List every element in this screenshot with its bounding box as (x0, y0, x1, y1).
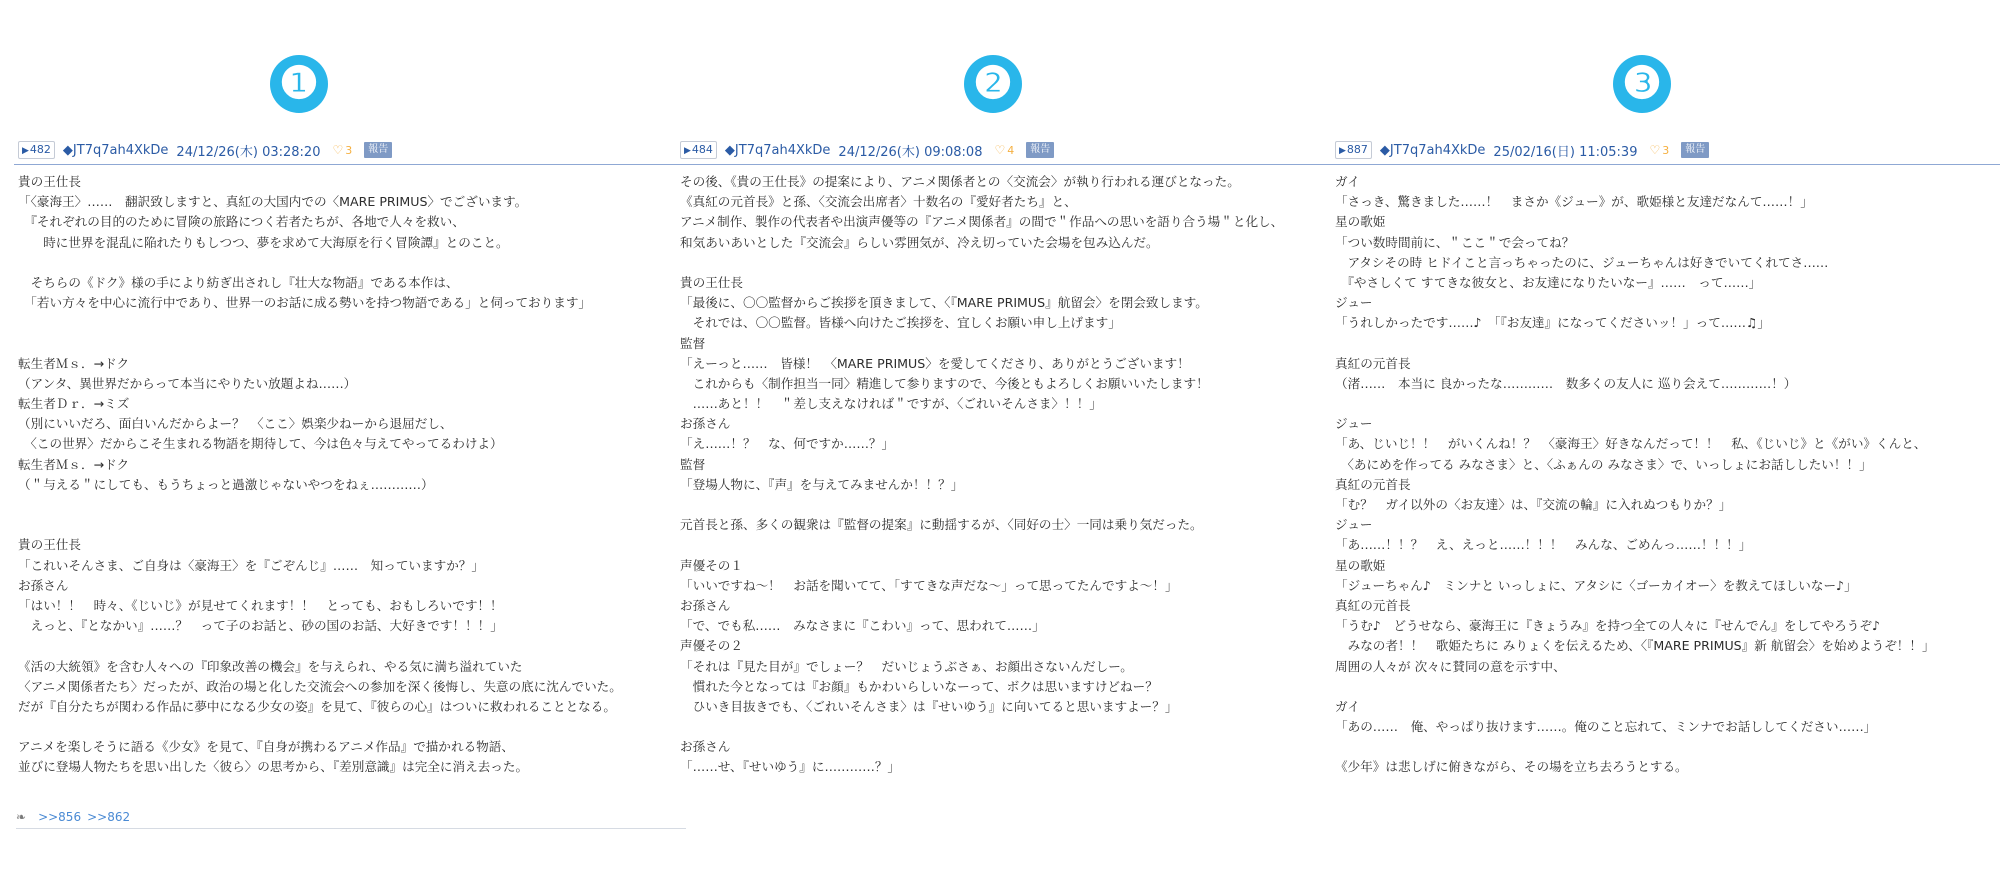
post-text-line (1335, 394, 2000, 414)
post-text-line: 「それは『見た目が』でしょー？ だいじょうぶさぁ、お顔出さないんだしー。 (680, 658, 1133, 674)
like-count: 4 (1007, 144, 1015, 157)
post-text-line: それでは、〇〇監督。皆様へ向けたご挨拶を、宜しくお願い申し上げます」 (680, 315, 1121, 331)
post-text-line: 「はい！！ 時々、《じいじ》が見せてくれます！！ とっても、おもしろいです！！ (18, 597, 503, 613)
post-text-line: 貴の王仕長 (18, 174, 81, 189)
post-text-line: 「最後に、〇〇監督からご挨拶を頂きまして、〈『MARE PRIMUS』航留会〉を閉会致します。 (680, 295, 1208, 311)
post-text-line: えっと、『となかい』……？ って子のお話と、砂の国のお話、大好きです！！！」 (18, 618, 503, 634)
post-text-line: 「これいそんさま、ご自身は〈豪海王〉を『ごぞんじ』…… 知っていますか？」 (18, 557, 484, 573)
post-text-line: 慣れた今となっては『お顔』もかわいらしいなーって、ボクは思いますけどねー？ (680, 678, 1158, 694)
post-text-line: 元首長と孫、多くの観衆は『監督の提案』に動揺するが、〈同好の士〉一同は乗り気だった。 (680, 517, 1203, 533)
post-text-line: 和気あいあいとした『交流会』らしい雰囲気が、冷え切っていた会場を包み込んだ。 (680, 234, 1159, 250)
post-text-line: 監督 (680, 335, 706, 351)
report-button[interactable]: 報告 (1681, 142, 1709, 158)
like-button[interactable] (994, 143, 1014, 157)
post-text-line: 〈アニメ関係者たち〉だったが、政治の場と化した交流会への参加を深く後悔し、失意の底に沈んでいた。 (18, 678, 622, 694)
post-text-line (18, 515, 698, 535)
post-text-line: 転生者Ｄｒ．→ミズ (18, 396, 130, 412)
panel-number-3-badge: ❸ (1613, 55, 1671, 113)
reply-ref-link[interactable]: >>856 (38, 810, 82, 824)
post-date: 25/02/16(日) 11:05:39 (1493, 144, 1638, 160)
post-text-line: ジュー (1335, 517, 1373, 533)
post-text-line: 星の歌姫 (1335, 214, 1386, 230)
heart-icon: ♡ (994, 143, 1006, 157)
header-divider (14, 164, 2000, 165)
panel-number-2-badge: ❷ (964, 55, 1022, 113)
post-header (680, 140, 1340, 160)
post-text-line: 並びに登場人物たちを思い出した〈彼ら〉の思考から、『差別意識』は完全に消え去った。 (18, 759, 529, 775)
post-number: 482 (29, 143, 51, 156)
post-text-line: 周囲の人々が 次々に賛同の意を示す中、 (1335, 658, 1566, 674)
post-text-line: 「登場人物に、『声』を与えてみませんか！！？」 (680, 476, 964, 492)
reply-ref-link[interactable]: >>862 (87, 810, 131, 824)
post-text-line: 「む？ ガイ以外の〈お友達〉は、『交流の輪』に入れぬつもりか？」 (1335, 497, 1732, 512)
post-text-line: アニメを楽しそうに語る《少女》を見て、『自身が携わるアニメ作品』で描かれる物語、 (18, 739, 514, 755)
post-text-line: 真紅の元首長 (1335, 355, 1411, 371)
post-text-line: ガイ (1335, 698, 1360, 714)
post-text-line (18, 313, 698, 333)
post-text-line (680, 535, 1360, 555)
post-text-line: 《活の大統領》を含む人々への『印象改善の機会』を与えられ、やる気に満ち溢れていた (18, 658, 523, 674)
post-text-line: ガイ (1335, 174, 1360, 189)
post-text-line: お孫さん (680, 597, 731, 613)
post-text-line: 「うむ♪ どうせなら、豪海王に『きょうみ』を持つ全ての人々に『せんでん』をしてやろうぞ♪ (1335, 618, 1881, 634)
post-text-line: 「で、でも私…… みなさまに『こわい』って、思われて……」 (680, 618, 1045, 634)
report-button[interactable]: 報告 (1026, 142, 1054, 158)
post-text-line (1335, 334, 2000, 354)
post-text-line: 転生者Ｍｓ．→ドク (18, 456, 130, 472)
post-body (18, 172, 698, 778)
post-text-line: 「つい数時間前に、＂ここ＂で会ってね？ (1335, 234, 1575, 250)
post-text-line: そちらの《ドク》様の手により紡ぎ出されし『壮大な物語』である本作は、 (18, 274, 459, 290)
post-text-line: これからも〈制作担当一同〉精進して参りますので、今後ともよろしくお願いいたします！ (680, 375, 1209, 391)
panel-number-1-badge: ❶ (270, 55, 328, 113)
post-text-line: 「いいですね〜！ お話を聞いてて、「すてきな声だな〜」って思ってたんですよ〜！」 (680, 577, 1178, 593)
post-text-line: だが『自分たちが関わる作品に夢中になる少女の姿』を見て、『彼らの心』はついに救われることとなる。 (18, 698, 616, 714)
post-text-line: 「あ、じいじ！！ がいくんね！？ 〈豪海王〉好きなんだって！！ 私、《じいじ》と《がい》くんと、 (1335, 436, 1927, 452)
reply-icon: ❧ (16, 810, 27, 824)
post-text-line: アタシその時 ヒドイこと言っちゃったのに、ジューちゃんは好きでいてくれてさ…… (1335, 254, 1829, 270)
post-text-line: 星の歌姫 (1335, 557, 1386, 573)
post-text-line: 「うれしかったです……♪ 「『お友達』になってくださいッ！」って……♫」 (1335, 315, 1770, 331)
post-date: 24/12/26(木) 03:28:20 (176, 144, 321, 160)
like-button[interactable] (332, 143, 352, 157)
post-number: 887 (1346, 143, 1368, 156)
post-number-button[interactable] (18, 141, 55, 159)
post-text-line: 貴の王仕長 (18, 537, 81, 553)
post-text-line: ジュー (1335, 416, 1373, 432)
post-text-line: 声優その２ (680, 638, 743, 654)
post-number-button[interactable] (680, 141, 717, 159)
post-header (1335, 140, 1995, 160)
post-text-line (680, 717, 1360, 737)
post-887 (1335, 140, 1995, 775)
post-text-line: 転生者Ｍｓ．→ドク (18, 355, 130, 371)
post-text-line: 「さっき、驚きました……！ まさか《ジュー》が、歌姫様と友達だなんて……！」 (1335, 194, 1813, 210)
post-text-line: お孫さん (18, 577, 69, 593)
post-text-line: 監督 (680, 456, 706, 472)
post-text-line: みなの者！！ 歌姫たちに みりょくを伝えるため、〈『MARE PRIMUS』新 航留会〉を始めようぞ！！」 (1335, 638, 1935, 654)
post-text-line: ひいき目抜きでも、〈ごれいそんさま〉は『せいゆう』に向いてると思いますよー？」 (680, 698, 1178, 714)
post-text-line: 「え……！？ な、何ですか……？」 (680, 436, 895, 452)
poster-id-link[interactable]: ◆JT7q7ah4XkDe (1379, 142, 1486, 158)
like-count: 3 (1662, 144, 1670, 157)
post-text-line: 「えーっと…… 皆様！ 〈MARE PRIMUS〉を愛してくださり、ありがとうございます！ (680, 355, 1190, 371)
post-text-line: （＂与える＂にしても、もうちょっと過激じゃないやつをねぇ…………） (18, 476, 434, 492)
poster-id-link[interactable]: ◆JT7q7ah4XkDe (724, 142, 831, 158)
post-text-line: （アンタ、異世界だからって本当にやりたい放題よね……） (18, 375, 357, 391)
like-count: 3 (345, 144, 353, 157)
post-text-line: 『それぞれの目的のために冒険の旅路につく若者たちが、各地で人々を救い、 (18, 214, 465, 230)
post-text-line: お孫さん (680, 739, 731, 755)
heart-icon: ♡ (1649, 143, 1661, 157)
post-text-line: その後、《貴の王仕長》の提案により、アニメ関係者との〈交流会〉が執り行われる運びとなった。 (680, 174, 1240, 189)
post-text-line: 真紅の元首長 (1335, 476, 1411, 492)
post-text-line: 〈この世界〉だからこそ生まれる物語を期待して、今は色々与えてやってるわけよ） (18, 436, 503, 452)
post-date: 24/12/26(木) 09:08:08 (838, 144, 983, 160)
post-text-line: 声優その１ (680, 557, 743, 573)
poster-id-link[interactable]: ◆JT7q7ah4XkDe (62, 142, 169, 158)
post-reply-footer (16, 806, 686, 829)
post-text-line: お孫さん (680, 416, 731, 432)
heart-icon: ♡ (332, 143, 344, 157)
post-text-line: 「若い方々を中心に流行中であり、世界一のお話に成る勢いを持つ物語である」と伺っております」 (18, 295, 592, 311)
post-text-line: 「あの…… 俺、やっぱり抜けます……。俺のこと忘れて、ミンナでお話ししてください……」 (1335, 719, 1877, 735)
like-button[interactable] (1649, 143, 1669, 157)
post-text-line (1335, 737, 2000, 757)
post-text-line: 時に世界を混乱に陥れたりもしつつ、夢を求めて大海原を行く冒険譚』とのこと。 (18, 234, 509, 250)
post-text-line (18, 334, 698, 354)
post-text-line: アニメ制作、製作の代表者や出演声優等の『アニメ関係者』の間で＂作品への思いを語り合う場＂と化し、 (680, 214, 1284, 230)
post-number: 484 (691, 143, 713, 156)
post-482 (18, 140, 678, 775)
post-text-line (18, 636, 698, 656)
post-text-line: 《真紅の元首長》と孫、〈交流会出席者〉十数名の『愛好者たち』と、 (680, 194, 1077, 210)
post-484 (680, 140, 1340, 775)
post-header (18, 140, 678, 160)
post-text-line (18, 253, 698, 273)
post-text-line (18, 717, 698, 737)
post-text-line: 真紅の元首長 (1335, 597, 1411, 613)
report-button[interactable]: 報告 (364, 142, 392, 158)
post-text-line (18, 495, 698, 515)
reply-arrow-icon: ▶ (684, 146, 691, 156)
post-text-line: 「あ……！！？ え、えっと……！！！ みんな、ごめんっ……！！！」 (1335, 537, 1752, 553)
post-text-line (680, 253, 1360, 273)
post-text-line: 「……せ、『せいゆう』に…………？」 (680, 759, 901, 775)
post-text-line: 〈あにめを作ってる みなさま〉と、〈ふぁんの みなさま〉で、いっしょにお話ししたい！！」 (1335, 456, 1872, 472)
post-text-line: 《少年》は悲しげに俯きながら、その場を立ち去ろうとする。 (1335, 759, 1688, 775)
post-text-line: （別にいいだろ、面白いんだからよー？ 〈ここ〉娯楽少ねーから退屈だし、 (18, 416, 453, 432)
post-text-line: （渚…… 本当に 良かったな………… 数多くの友人に 巡り会えて…………！） (1335, 375, 1797, 391)
post-number-button[interactable] (1335, 141, 1372, 159)
post-text-line: 「ジューちゃん♪ ミンナと いっしょに、アタシに〈ゴーカイオー〉を教えてほしいなー♪」 (1335, 577, 1857, 593)
post-text-line: 「〈豪海王〉…… 翻訳致しますと、真紅の大国内での〈MARE PRIMUS〉でございます。 (18, 194, 528, 210)
reply-arrow-icon: ▶ (1339, 146, 1346, 156)
reply-arrow-icon: ▶ (22, 146, 29, 156)
post-text-line: 『やさしくて すてきな彼女と、お友達になりたいなー』…… って……」 (1335, 274, 1762, 290)
post-body (1335, 172, 2000, 778)
post-text-line (1335, 677, 2000, 697)
post-body (680, 172, 1360, 778)
post-text-line: ……あと！！ ＂差し支えなければ＂ですが、〈ごれいそんさま〉！！」 (680, 396, 1102, 412)
post-text-line: 貴の王仕長 (680, 274, 743, 290)
post-text-line (680, 495, 1360, 515)
post-text-line: ジュー (1335, 295, 1373, 311)
